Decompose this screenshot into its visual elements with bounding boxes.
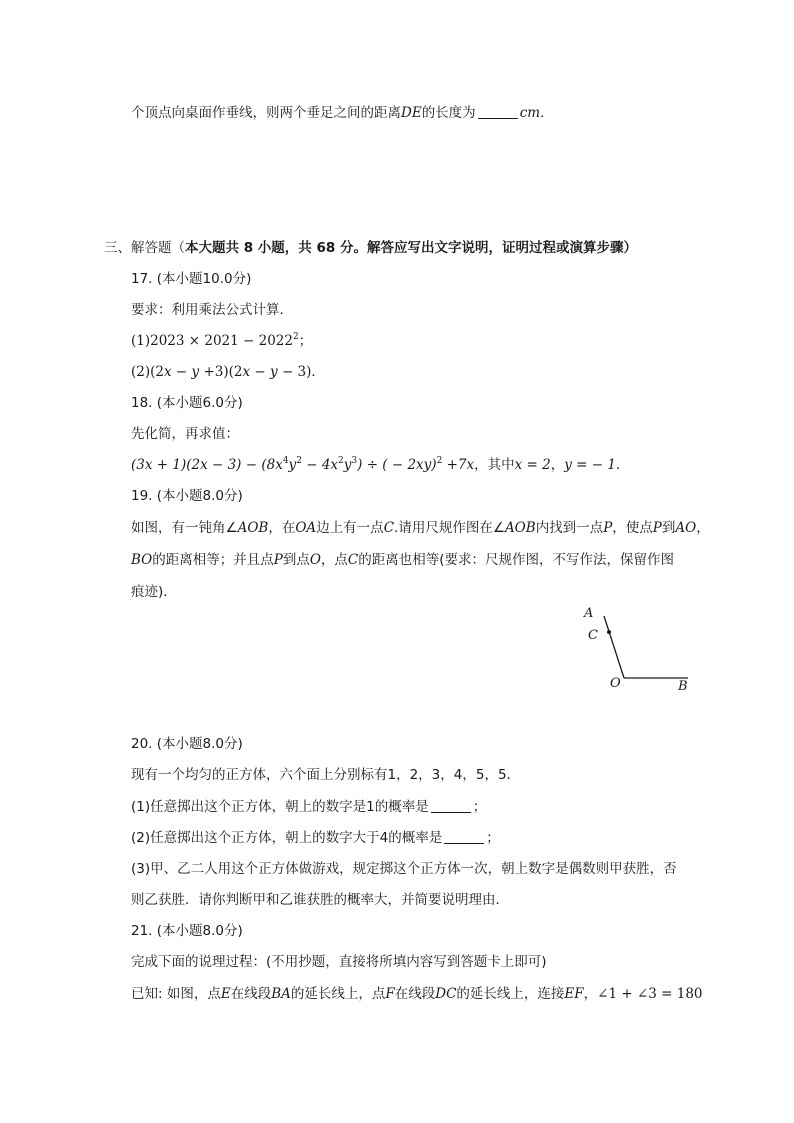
text: ， xyxy=(696,520,710,536)
q21-line2 xyxy=(131,984,703,1004)
exponent: 2 xyxy=(296,456,302,466)
text: 的长度为 xyxy=(421,105,476,121)
exponent: 2 xyxy=(436,456,443,466)
text: . xyxy=(540,105,545,121)
text: ，点 xyxy=(320,552,348,568)
q21-header xyxy=(131,921,243,941)
text: 痕迹)． xyxy=(131,584,177,600)
expr: +7x xyxy=(442,457,475,473)
angle-aob-figure xyxy=(580,604,695,699)
q19-header xyxy=(131,486,243,506)
text: ，其中 xyxy=(474,457,515,473)
var: O xyxy=(309,552,321,568)
op: − xyxy=(250,364,271,380)
text: ，使点 xyxy=(612,520,653,536)
expr: − 4x xyxy=(301,457,339,473)
expr: x = 2 xyxy=(514,457,551,473)
var: F xyxy=(385,986,395,1002)
text: ， xyxy=(550,457,565,473)
q19-line2 xyxy=(131,550,674,570)
answer-blank xyxy=(478,104,518,119)
q17-part2 xyxy=(131,362,325,382)
exponent: 3 xyxy=(351,456,358,466)
text: 在线段 xyxy=(230,986,272,1002)
text: ． xyxy=(615,457,630,473)
var-de: DE xyxy=(401,105,422,121)
expr: +3)(2 xyxy=(199,364,243,380)
text: 要求：利用乘法公式计算． xyxy=(131,302,293,318)
var: C xyxy=(383,520,395,536)
text: 边上有一点 xyxy=(316,520,384,536)
q19-title: 19. (本小题8.0分) xyxy=(131,488,243,504)
q20-title: 20. (本小题8.0分) xyxy=(131,736,243,752)
text: 的距离相等；并且点 xyxy=(152,552,274,568)
answer-blank xyxy=(444,829,484,844)
label-c: C xyxy=(588,628,598,643)
exponent: 2 xyxy=(292,332,299,342)
text: 则乙获胜．请你判断甲和乙谁获胜的概率大，并简要说明理由． xyxy=(131,892,509,908)
text: (3)甲、乙二人用这个正方体做游戏，规定掷这个正方体一次，朝上数字是偶数则甲获胜，否 xyxy=(131,861,677,877)
label-o: O xyxy=(610,676,621,691)
text: 如图，有一钝角∠ xyxy=(131,520,238,536)
q20-line2 xyxy=(131,797,486,817)
text: 到 xyxy=(661,520,676,536)
var: C xyxy=(347,552,359,568)
text: 的延长线上，连接 xyxy=(456,986,565,1002)
text: ； xyxy=(486,830,500,846)
var: y xyxy=(191,364,200,380)
var: P xyxy=(652,520,662,536)
q20-line5 xyxy=(131,890,509,910)
expr: ) ÷ ( − 2xy) xyxy=(357,457,437,473)
var: y xyxy=(343,457,352,473)
ray-oa xyxy=(604,616,624,678)
expr: (3x + 1)(2x − 3) − (8x xyxy=(131,457,283,473)
var: P xyxy=(273,552,283,568)
q21-title: 21. (本小题8.0分) xyxy=(131,923,243,939)
var: y xyxy=(270,364,278,380)
q18-expression xyxy=(131,455,629,475)
exponent: 4 xyxy=(282,456,289,466)
q18-requirement xyxy=(131,424,239,444)
expr: (2)(2 xyxy=(131,364,164,380)
point-c xyxy=(607,630,611,634)
q17-part1 xyxy=(131,331,312,351)
expr: y = − 1 xyxy=(564,457,616,473)
answer-blank xyxy=(431,798,471,813)
op: − xyxy=(171,364,192,380)
text: 现有一个均匀的正方体，六个面上分别标有1，2，3，4，5，5． xyxy=(131,767,521,783)
expr: (1)2023 × 2021 − 2022 xyxy=(131,333,293,349)
q19-line3 xyxy=(131,582,177,602)
text: .请用尺规作图在∠ xyxy=(394,520,505,536)
text: 的延长线上，点 xyxy=(290,986,386,1002)
q21-line1 xyxy=(131,952,547,972)
var: x xyxy=(242,364,251,380)
text: ，在 xyxy=(268,520,296,536)
q20-line3 xyxy=(131,828,500,848)
var: OA xyxy=(295,520,317,536)
exponent: 2 xyxy=(338,456,344,466)
unit-cm: cm xyxy=(519,105,541,121)
text: 个顶点向桌面作垂线，则两个垂足之间的距离 xyxy=(131,105,401,121)
q20-line1 xyxy=(131,765,520,785)
expr: ，∠1 + ∠3 = 180 xyxy=(583,986,703,1002)
text: 先化简，再求值： xyxy=(131,426,239,442)
text: 到点 xyxy=(282,552,310,568)
q18-title: 18. (本小题6.0分) xyxy=(131,395,243,411)
q17-requirement xyxy=(131,300,293,320)
var: P xyxy=(603,520,613,536)
var: x xyxy=(163,364,172,380)
var: y xyxy=(288,457,297,473)
var: AO xyxy=(675,520,697,536)
var: BA xyxy=(271,986,291,1002)
text: 内找到一点 xyxy=(535,520,604,536)
q20-line4 xyxy=(131,859,677,879)
q20-header xyxy=(131,734,243,754)
text: 完成下面的说理过程：(不用抄题，直接将所填内容写到答题卡上即可) xyxy=(131,954,547,970)
q18-header xyxy=(131,393,243,413)
label-b: B xyxy=(678,679,688,694)
text: 在线段 xyxy=(394,986,436,1002)
section-heading xyxy=(104,238,637,258)
text: (2)任意掷出这个正方体，朝上的数字大于4的概率是 xyxy=(131,830,443,846)
expr: − 3)． xyxy=(277,364,325,380)
section-heading-detail: 本大题共 8 小题，共 68 分。解答应写出文字说明，证明过程或演算步骤） xyxy=(185,240,637,256)
text: ； xyxy=(472,799,487,815)
q19-line1 xyxy=(131,518,710,538)
text: ； xyxy=(298,333,313,349)
continuation-line xyxy=(131,103,544,123)
section-heading-prefix: 三、解答题（ xyxy=(104,240,185,256)
q17-header xyxy=(131,269,251,289)
var: DC xyxy=(435,986,457,1002)
var: BO xyxy=(131,552,153,568)
var: E xyxy=(220,986,231,1002)
text: (1)任意掷出这个正方体，朝上的数字是1的概率是 xyxy=(131,799,429,815)
var: EF xyxy=(564,986,584,1002)
var: AOB xyxy=(504,520,536,536)
text: 的距离也相等(要求：尺规作图，不写作法，保留作图 xyxy=(358,552,675,568)
label-a: A xyxy=(584,606,594,621)
var: AOB xyxy=(237,520,269,536)
q17-title: 17. (本小题10.0分) xyxy=(131,271,252,287)
text: 已知: 如图，点 xyxy=(131,986,221,1002)
